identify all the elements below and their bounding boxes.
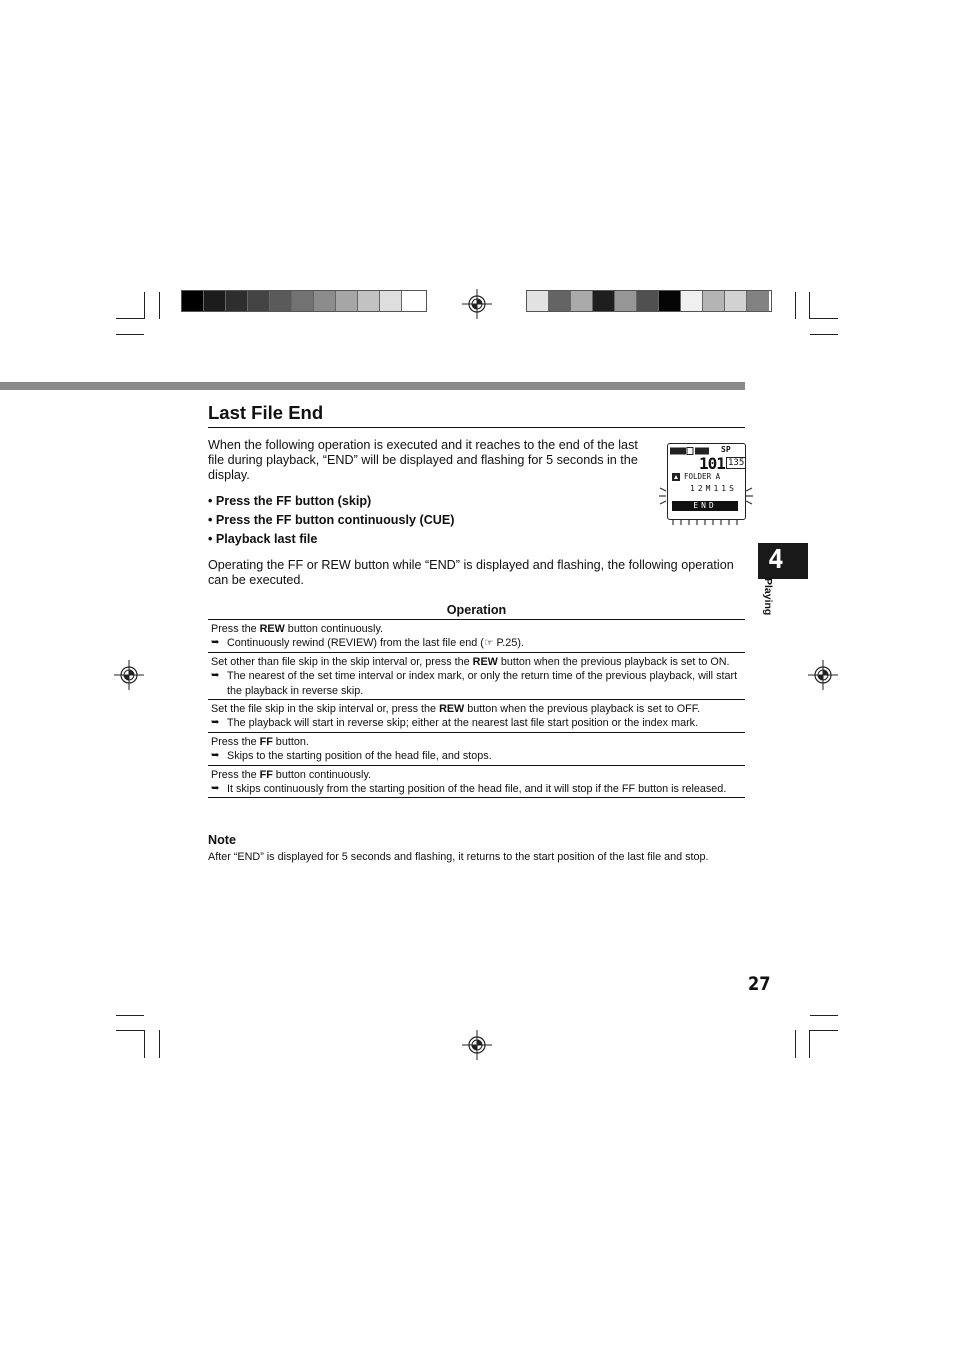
calibration-swatch: [182, 291, 204, 311]
operation-text: [211, 702, 742, 716]
lcd-end-label: END: [672, 501, 738, 511]
result-text: It skips continuously from the starting position of the head file, and it will stop if the FF button is released.: [227, 783, 727, 796]
calibration-swatch: [681, 291, 703, 311]
table-row: [208, 700, 745, 733]
operation-table: [208, 603, 745, 798]
bullet-item: • Playback last file: [208, 532, 318, 546]
calibration-swatch: [615, 291, 637, 311]
operation-text-post: button when the previous playback is set to OFF.: [464, 703, 701, 716]
operation-text: [211, 622, 742, 636]
registration-mark-icon: [114, 660, 144, 690]
bullet-item: • Press the FF button continuously (CUE): [208, 513, 455, 527]
calibration-swatch: [270, 291, 292, 311]
lcd-time: 12M11S: [690, 484, 737, 493]
button-name: FF: [259, 768, 273, 781]
note-text: After “END” is displayed for 5 seconds and flashing, it returns to the start position of the last file and stop.: [208, 851, 709, 863]
lcd-display-illustration: [656, 440, 756, 528]
calibration-swatch: [380, 291, 402, 311]
calibration-swatch: [358, 291, 380, 311]
lcd-folder: FOLDER A: [684, 472, 721, 481]
result-line: [211, 716, 742, 730]
crop-mark: [159, 1030, 160, 1058]
section-heading: Last File End: [208, 402, 745, 428]
result-line: [211, 636, 742, 650]
calibration-swatch: [527, 291, 549, 311]
table-row: [208, 733, 745, 766]
header-band: [0, 382, 745, 390]
crop-mark: [116, 318, 144, 319]
chapter-number: 4: [768, 545, 784, 575]
operation-text-pre: Press the: [211, 768, 260, 781]
table-header: Operation: [208, 603, 745, 620]
calibration-swatch: [593, 291, 615, 311]
operation-text-pre: Press the: [211, 623, 260, 635]
result-text: The nearest of the set time interval or index mark, or only the return time of the previous playback, will start the playback in reverse skip.: [227, 670, 738, 697]
table-row: [208, 653, 745, 700]
operation-text-pre: Set the file skip in the skip interval or, press the: [211, 703, 440, 716]
calibration-swatch: [402, 291, 424, 311]
result-text: Continuously rewind (REVIEW) from the last file end (☞ P.25).: [227, 637, 524, 650]
calibration-swatch: [549, 291, 571, 311]
result-line: [211, 782, 742, 796]
calibration-swatch: [725, 291, 747, 311]
calibration-swatch: [204, 291, 226, 311]
button-name: FF: [259, 735, 273, 748]
crop-mark: [795, 1030, 796, 1058]
result-line: [211, 669, 742, 698]
bullet-item: • Press the FF button (skip): [208, 494, 372, 508]
calibration-swatch: [226, 291, 248, 311]
operation-text-post: button continuously.: [272, 768, 372, 781]
operation-text-pre: Set other than file skip in the skip interval or, press the: [211, 655, 473, 668]
page-number: 27: [747, 973, 771, 995]
calibration-swatch: [703, 291, 725, 311]
result-arrow-icon: ➥: [211, 670, 220, 682]
crop-mark: [116, 1030, 144, 1031]
crop-mark: [144, 292, 145, 319]
operation-text-post: button.: [272, 735, 309, 748]
result-text: The playback will start in reverse skip; either at the nearest last file start position or the index mark.: [227, 717, 699, 730]
button-name: REW: [259, 623, 285, 635]
calibration-bars-left: [181, 290, 427, 312]
operation-text-post: button continuously.: [284, 623, 384, 635]
result-arrow-icon: ➥: [211, 750, 220, 762]
calibration-swatch: [747, 291, 769, 311]
result-arrow-icon: ➥: [211, 637, 220, 649]
calibration-swatch: [248, 291, 270, 311]
lcd-total: 135: [728, 458, 745, 468]
crop-mark: [809, 1030, 810, 1058]
crop-mark: [810, 334, 838, 335]
operation-paragraph: Operating the FF or REW button while “END” is displayed and flashing, the following operation can be executed.: [208, 558, 734, 587]
crop-mark: [810, 318, 838, 319]
crop-mark: [810, 1030, 838, 1031]
calibration-bars-right: [526, 290, 772, 312]
note-title: Note: [208, 833, 236, 847]
result-text: Skips to the starting position of the head file, and stops.: [227, 750, 492, 763]
chapter-tab: [758, 543, 808, 579]
operation-text-pre: Press the: [211, 735, 260, 748]
crop-mark: [116, 334, 144, 335]
side-section-label: Playing: [762, 578, 774, 616]
registration-mark-icon: [462, 1030, 492, 1060]
table-row: [208, 766, 745, 798]
operation-text: [211, 655, 742, 669]
lcd-mode: SP: [721, 445, 731, 454]
crop-mark: [809, 292, 810, 319]
calibration-swatch: [336, 291, 358, 311]
result-arrow-icon: ➥: [211, 783, 220, 795]
registration-mark-icon: [462, 289, 492, 319]
table-row: [208, 620, 745, 653]
intro-paragraph: When the following operation is executed and it reaches to the end of the last file during playback, “END” will be displayed and flashing for 5 seconds in the display.: [208, 438, 638, 482]
result-line: [211, 749, 742, 763]
operation-text: [211, 735, 742, 749]
crop-mark: [810, 1015, 838, 1016]
crop-mark: [795, 292, 796, 319]
button-name: REW: [439, 703, 465, 716]
flashing-indicator-icon: [656, 440, 756, 528]
lcd-counter: 101: [699, 454, 725, 473]
calibration-swatch: [292, 291, 314, 311]
calibration-swatch: [571, 291, 593, 311]
crop-mark: [116, 1015, 144, 1016]
button-name: REW: [472, 655, 498, 668]
calibration-swatch: [659, 291, 681, 311]
operation-text-post: button when the previous playback is set to ON.: [497, 655, 730, 668]
calibration-swatch: [637, 291, 659, 311]
crop-mark: [144, 1030, 145, 1058]
registration-mark-icon: [808, 660, 838, 690]
calibration-swatch: [314, 291, 336, 311]
result-arrow-icon: ➥: [211, 717, 220, 729]
crop-mark: [159, 292, 160, 319]
operation-text: [211, 768, 742, 782]
